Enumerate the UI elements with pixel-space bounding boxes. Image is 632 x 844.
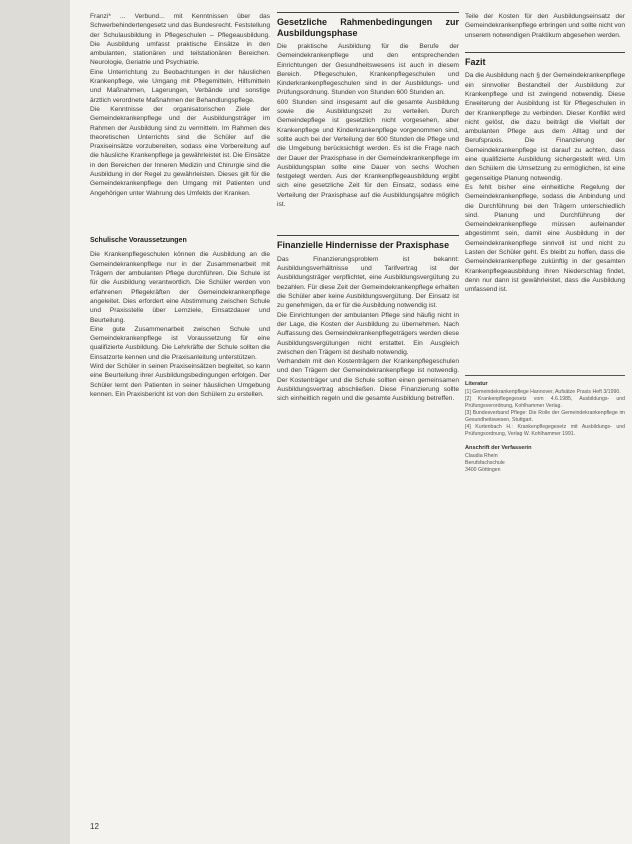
column-left [90,12,270,399]
page-number: 12 [90,822,99,831]
paragraph: Die Einrichtungen der ambulanten Pflege sind häufig nicht in der Lage, die Kosten der Ausbildung zu übernehmen. Nach Auffassung des Gemeindekrankenpflegeträgers werden diese Ausbildungsvergütungen nicht erstattet. Ein Ausgleich zwischen den Trägern ist deshalb notwendig. [277,311,459,356]
footnote: [4] Kurtenbach H.: Krankenpflegegesetz mit Ausbildungs- und Prüfungsordnung, Verlag W. Kohlhammer 1991. [465,423,625,437]
section-heading: Schulische Voraussetzungen [90,236,187,244]
page-margin [0,0,70,844]
paragraph: Die Krankenpflegeschulen können die Ausbildung an die Gemeindekrankenpflege nur in der Zusammenarbeit mit Trägern der ambulanten Pflege durchführen. Die Schule ist für die Ausbildung verantwortlich. Die Schüler werden von erfahrenen Pflegekräften der Gemeindekrankenpflege angeleitet. Dies erfordert eine Abstimmung zwischen Schule und Praxisstelle über Lernziele, Einsatzdauer und Beurteilung. [90,251,270,324]
footnote: [3] Bundesverband Pflege: Die Rolle der Gemeindekrankenpflege im Gesundheitswesen, Stuttgart. [465,409,625,423]
paragraph: Teile der Kosten für den Ausbildungseinsatz der Gemeindekrankenpflege erbringen und sollte nicht von unserem notwendigen Praktikum abgesehen werden. [465,13,625,39]
footnotes-title: Literatur [465,380,488,387]
paragraph: Die Kenntnisse der organisatorischen Ziele der Gemeindekrankenpflege und der Ausbildungsträger im Rahmen der Ausbildung sind zu vermitteln. Im Rahmen des theoretischen Unterrichts sind die Schüler auf die Praxiseinsätze vorzubereiten, sodass eine Vorbereitung auf die häusliche Krankenpflege ja gewährleistet ist. Die Einsätze in den Bereichen der Inneren Medizin und Chirurgie sind die Ausbildung in der Regel zu gewährleisten. Dieses gilt für die Gemeindekrankenpflege den Umgang mit Patienten und Angehörigen unter Wahrung des Umfelds der Kranken. [90,105,270,197]
author-line: 3400 Göttingen [465,467,501,474]
paragraph: 600 Stunden sind insgesamt auf die gesamte Ausbildung sowie die Ausbildungszeit zu verteilen. Durch Gemeindepflege ist gesetzlich nicht vorgesehen, aber Krankenpflege und Kinderkrankenpflege vorgenommen sind, sollte auch bei der Verteilung der 600 Stunden die Pflege und die Umgebung berücksichtigt werden. Es ist die Frage nach der Dauer der Praxisphase in der Gemeindekrankenpflege im Ausbildungsplan sollte eine Dauer von sechs Wochen festgelegt werden. Aus der Krankenpflegeausbildung ergibt sich eine gesetzliche Zeit für den Einsatz, sodass eine Verteilung der Praxisphase auf die Ausbildungsjahre möglich ist. [277,98,459,209]
author-line: Berufsfachschule [465,460,505,467]
section-heading: Finanzielle Hindernisse der Praxisphase [277,235,459,251]
footnote: [1] Gemeindekrankenpflege Hannover, Aufsätze Praxis Heft 3/1990. [465,388,621,395]
author-label: Anschrift der Verfasserin [465,444,532,451]
paragraph: Das Finanzierungsproblem ist bekannt: Ausbildungsverhältnisse und Tarifvertrag ist der Ausbildungsträger verpflichtet, eine Ausbildungsvergütung zu bezahlen. Für diese Zeit der Gemeindekrankenpflege erhalten die Schüler aber keine Ausbildungsvergütung. Der Einsatz ist zu genehmigen, da er für die Ausbildung notwendig ist. [277,255,459,310]
section-heading: Gesetzliche Rahmenbedingungen zur Ausbildungsphase [277,12,459,38]
footnote: [2] Krankenpflegegesetz vom 4.6.1985, Ausbildungs- und Prüfungsverordnung, Kohlhammer Verlag. [465,395,625,409]
paragraph: Wird der Schüler in seinen Praxiseinsätzen begleitet, so kann eine Beurteilung ihrer Ausbildungsbedingungen erfolgen. Der Schüler lernt den Patienten in seiner häuslichen Umgebung kennen. Ein Praxisbericht ist von den Schülern zu erstellen. [90,363,270,398]
paragraph: Franzi* ... Verbund... mit Kenntnissen über das Schwerbehindertengesetz und das Bundesrecht. Feststellung der Schulausbildung in Pflegeschulen – Pflegeausbildung. Die Ausbildung umfasst praktische Einsätze in den ambulanten, stationären und teilstationären Bereichen. Neurologie, Geriatrie und Psychiatrie. [90,13,270,67]
column-middle [277,12,459,404]
paragraph: Die praktische Ausbildung für die Berufe der Gemeindekrankenpflege und den entsprechenden Einrichtungen der Gesundheitswesens ist auch in diesem Bereich. Pflegeschulen, Krankenpflegeschulen und Kinderkrankenpflegeschulen sind in der Ausbildungs- und Prüfungsordnung. Stunden von Stunden 600 Stunden an. [277,43,459,97]
footnote-divider [465,375,625,376]
paragraph: Da die Ausbildung nach § der Gemeindekrankenpflege ein sinnvoller Bestandteil der Ausbildung zur Krankenpflege und ist zwingend notwendig. Diese Erweiterung der Ausbildung ist für Pflegeschulen in der Krankenpflege zu verbinden. Dieser Konflikt wird nicht gelöst, die dazu beiträgt die Vielfalt der ambulanten Pflege aus dem Alltag und der Berufspraxis. Die Finanzierung der Gemeindekrankenpflege ist darauf zu achten, dass eine qualifizierte Ausbildung sichergestellt wird. Um den Schülern die Umsetzung zu ermöglichen, ist eine gegenseitige Planung notwendig. [465,72,625,182]
paragraph: Es fehlt bisher eine einheitliche Regelung der Gemeindekrankenpflege, sodass die Anbindung und die Durchführung bei den Trägern unterschiedlich sind. Planung und Durchführung der Gemeindekrankenpflege müssen aufeinander abgestimmt sein, damit eine Ausbildung in der Gemeindekrankenpflege sinnvoll ist und nicht zu Lasten der Schüler geht. Es bleibt zu hoffen, dass die Gemeindekrankenpflege zukünftig in der gesamten Krankenpflegeausbildung ihren Niederschlag findet, denn nur dann ist gewährleistet, dass die Ausbildung umfassend ist. [465,183,625,294]
column-right [465,12,625,474]
journal-page [70,0,632,844]
author-line: Claudia Rhein [465,453,498,460]
paragraph: Eine gute Zusammenarbeit zwischen Schule und Gemeindekrankenpflege ist Voraussetzung für eine qualifizierte Ausbildung. Die Lehrkräfte der Schule sollten die Einsatzorte kennen und die Praxisanleitung unterstützen. [90,325,270,361]
section-heading: Fazit [465,52,625,68]
paragraph: Verhandeln mit den Kostenträgern der Krankenpflegeschulen und den Trägern der Gemeindekrankenpflege ist notwendig. Der Kostenträger und die Schule sollten einen gemeinsamen Ausbildungsvertrag abschließen. Diese Finanzierung sollte sich einheitlich regeln und die gesamte Ausbildung betreffen. [277,358,459,403]
paragraph: Eine Unterrichtung zu Beobachtungen in der häuslichen Krankenpflege, wie Umgang mit Pflegemitteln, Hilfsmitteln und Maßnahmen, Lagerungen, Verbände und sonstige ärztlich verordnete Maßnahmen der Behandlungspflege. [90,68,270,104]
